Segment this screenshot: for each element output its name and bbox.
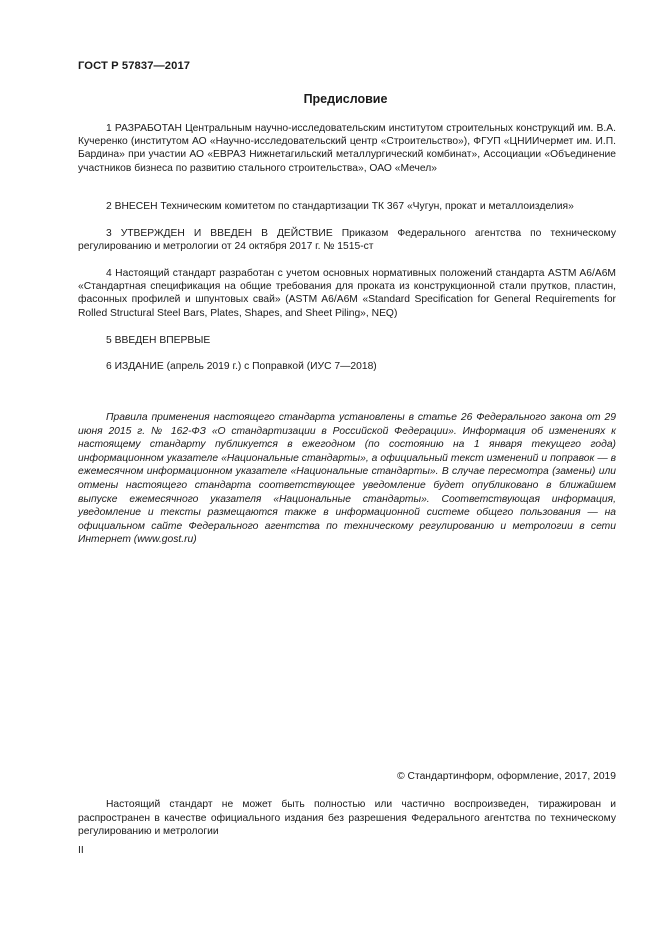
preface-item-5: 5 ВВЕДЕН ВПЕРВЫЕ <box>106 335 211 346</box>
document-code: ГОСТ Р 57837—2017 <box>78 60 191 72</box>
section-title: Предисловие <box>303 92 388 106</box>
copyright-line: © Стандартинформ, оформление, 2017, 2019 <box>397 771 616 782</box>
preface-item-4: 4 Настоящий стандарт разработан с учетом основных нормативных положений стандарта ASTM A6/A6M «Стандартная спецификация на общие требования для проката из конструкционной стали прутков, пластин, фасонных профилей и шпунтовых свай» (ASTM A6/A6M «Standard Specification for General Requirements for Rolled Structural Steel Bars, Plates, Shapes, and Sheet Piling», NEQ) <box>78 268 616 319</box>
application-rules-text: Правила применения настоящего стандарта установлены в статье 26 Федерального закона от 29 июня 2015 г. № 162-ФЗ «О стандартизации в Российской Федерации». Информация об изменениях к настоящему стандарту публикуется в ежегодном (по состоянию на 1 января текущего года) информационном указателе «Национальные стандарты», а официальный текст изменений и поправок — в ежемесячном информационном указателе «Национальные стандарты». В случае пересмотра (замены) или отмены настоящего стандарта соответствующее уведомление будет опубликовано в ближайшем выпуске ежемесячного указателя «Национальные стандарты». Соответствующая информация, уведомление и тексты размещаются также в информационной системе общего пользования — на официальном сайте Федерального агентства по техническому регулированию и метрологии в сети Интернет (www.gost.ru) <box>78 412 616 546</box>
preface-item-6: 6 ИЗДАНИЕ (апрель 2019 г.) с Поправкой (ИУС 7—2018) <box>106 361 377 372</box>
preface-item-1: 1 РАЗРАБОТАН Центральным научно-исследовательским институтом строительных конструкций им. В.А. Кучеренко (институтом АО «Научно-исследовательский центр «Строительство»), ФГУП «ЦНИИчермет им. И.П. Бардина» при участии АО «ЕВРАЗ Нижнетагильский металлургический комбинат», Ассоциации «Объединение участников бизнеса по развитию стального строительства», ОАО «Мечел» <box>78 123 616 174</box>
page-number: II <box>78 845 84 856</box>
preface-item-2: 2 ВНЕСЕН Техническим комитетом по стандартизации ТК 367 «Чугун, прокат и металлоизделия» <box>106 201 574 212</box>
preface-item-3: 3 УТВЕРЖДЕН И ВВЕДЕН В ДЕЙСТВИЕ Приказом Федерального агентства по техническому регулированию и метрологии от 24 октября 2017 г. № 1515-ст <box>78 228 616 253</box>
reproduction-notice: Настоящий стандарт не может быть полностью или частично воспроизведен, тиражирован и распространен в качестве официального издания без разрешения Федерального агентства по техническому регулированию и метрологии <box>78 799 616 838</box>
